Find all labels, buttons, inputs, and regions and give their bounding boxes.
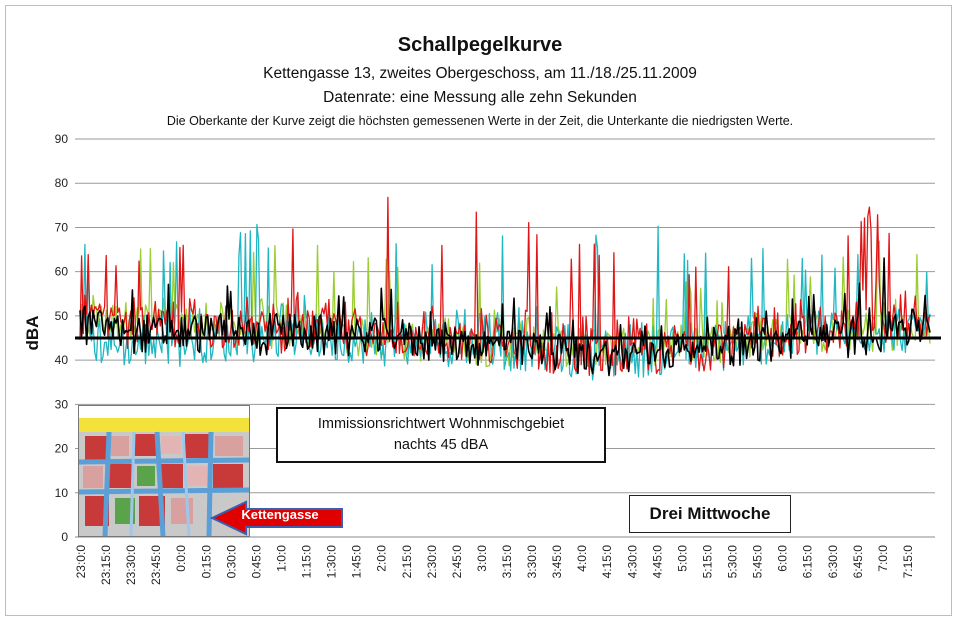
x-tick-label: 0:30:0 — [224, 545, 239, 579]
x-tick-label: 4:0:0 — [575, 545, 590, 572]
y-tick-label: 70 — [54, 220, 68, 235]
x-tick-label: 23:15:0 — [99, 545, 114, 586]
x-tick-label: 1:30:0 — [324, 545, 339, 579]
chart-note: Die Oberkante der Kurve zeigt die höchsten gemessenen Werte in der Zeit, die Unterkante die niedrigsten Werte. — [166, 114, 794, 128]
x-tick-label: 23:0:0 — [74, 545, 88, 579]
kettengasse-label: Kettengasse — [241, 507, 319, 522]
x-tick-label: 4:45:0 — [650, 545, 665, 579]
x-tick-label: 5:15:0 — [700, 545, 715, 579]
x-tick-label: 6:15:0 — [800, 545, 815, 579]
limit-annotation-line-2: nachts 45 dBA — [393, 437, 489, 453]
y-tick-label: 90 — [54, 132, 68, 146]
x-tick-labels — [74, 545, 915, 585]
x-tick-label: 3:45:0 — [550, 545, 565, 579]
days-annotation: Drei Mittwoche — [629, 495, 791, 533]
y-tick-label: 30 — [54, 397, 68, 412]
y-tick-label: 0 — [61, 530, 68, 544]
y-tick-label: 10 — [54, 485, 68, 500]
y-tick-label: 50 — [54, 308, 68, 323]
x-tick-label: 3:30:0 — [525, 545, 540, 579]
chart-title: Schallpegelkurve — [397, 34, 563, 56]
x-tick-label: 2:0:0 — [374, 545, 389, 572]
series-layer — [80, 197, 930, 379]
y-axis-label: dBA — [23, 315, 42, 351]
x-tick-label: 0:15:0 — [199, 545, 214, 579]
x-tick-label: 1:15:0 — [299, 545, 314, 579]
x-tick-label: 5:30:0 — [725, 545, 740, 579]
x-tick-label: 6:0:0 — [775, 545, 790, 572]
x-tick-label: 5:0:0 — [675, 545, 690, 572]
x-tick-label: 1:0:0 — [274, 545, 289, 572]
x-tick-label: 2:15:0 — [399, 545, 414, 579]
x-tick-label: 0:0:0 — [174, 545, 189, 572]
x-tick-label: 0:45:0 — [249, 545, 264, 579]
x-tick-label: 6:45:0 — [850, 545, 865, 579]
y-tick-label: 20 — [54, 441, 68, 456]
y-tick-labels — [55, 132, 69, 544]
x-tick-label: 4:30:0 — [625, 545, 640, 579]
chart-subtitle-2: Datenrate: eine Messung alle zehn Sekunden — [323, 89, 637, 106]
y-tick-label: 80 — [54, 176, 68, 191]
y-tick-label: 60 — [54, 264, 68, 279]
x-tick-label: 5:45:0 — [750, 545, 765, 579]
x-tick-label: 3:0:0 — [474, 545, 489, 572]
x-tick-label: 3:15:0 — [500, 545, 514, 579]
limit-annotation — [276, 407, 606, 463]
x-tick-label: 4:15:0 — [600, 545, 615, 579]
limit-annotation-line-1: Immissionsrichtwert Wohnmischgebiet — [317, 416, 565, 432]
x-tick-label: 2:30:0 — [424, 545, 439, 579]
x-tick-label: 23:30:0 — [124, 545, 139, 586]
x-tick-label: 6:30:0 — [825, 545, 840, 579]
y-tick-label: 40 — [54, 353, 68, 368]
x-tick-label: 1:45:0 — [349, 545, 364, 579]
x-tick-label: 7:0:0 — [875, 545, 890, 572]
chart-subtitle-1: Kettengasse 13, zweites Obergeschoss, am 11./18./25.11.2009 — [263, 65, 697, 82]
x-tick-label: 23:45:0 — [149, 545, 164, 586]
x-tick-label: 2:45:0 — [449, 545, 464, 579]
x-tick-label: 7:15:0 — [900, 545, 915, 579]
